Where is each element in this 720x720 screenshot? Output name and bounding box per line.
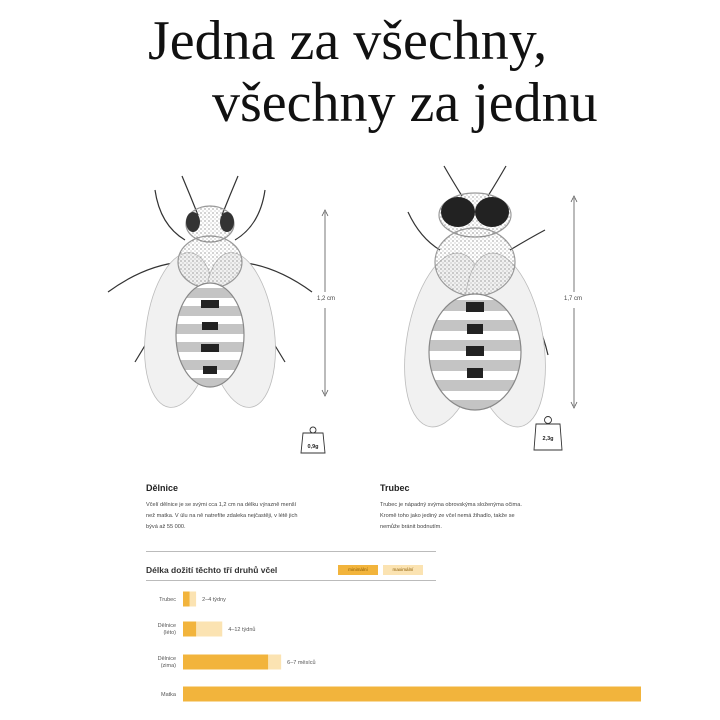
legend-maximum: maximální <box>383 565 423 575</box>
category-label-2: Dělnice (zima) <box>157 656 176 669</box>
data-label-0: 2–4 týdny <box>202 597 226 603</box>
category-label-3: Matka <box>161 692 176 698</box>
drone-length-label: 1,7 cm <box>564 296 583 302</box>
chart-title: Délka dožití těchto tří druhů včel <box>146 565 278 575</box>
bar-minimum-0 <box>183 592 190 607</box>
worker-length-label: 1,2 cm <box>317 296 336 302</box>
bar-minimum-2 <box>183 655 268 670</box>
category-label-0: Trubec <box>159 597 176 603</box>
page-title-line2: všechny za jednu <box>212 72 598 134</box>
data-label-2: 6–7 měsíců <box>287 660 316 666</box>
worker-weight-label: 0,9g <box>307 444 319 450</box>
bar-minimum-3 <box>183 687 641 702</box>
bar-minimum-1 <box>183 622 196 637</box>
drone-heading: Trubec <box>380 483 410 493</box>
worker-heading: Dělnice <box>146 483 179 493</box>
legend-minimum: minimální <box>338 565 378 575</box>
category-label-1: Dělnice (léto) <box>157 623 176 636</box>
data-label-1: 4–12 týdnů <box>228 627 256 633</box>
drone-description: Trubec je nápadný svýma obrovskýma složenýma očima. Kromě toho jako jediný ze včel nemá žihadlo, takže se nemůže bránit bodnutím. <box>380 502 522 530</box>
worker-description: Včelí dělnice je se svými cca 1,2 cm na délku výrazně menší než matka. V úlu na ně natrefíte zdaleka nejčastěji, v létě jich bývá až 55 000. <box>146 502 298 530</box>
page-title-line1: Jedna za všechny, <box>148 10 548 72</box>
drone-weight-label: 2,3g <box>542 436 554 442</box>
